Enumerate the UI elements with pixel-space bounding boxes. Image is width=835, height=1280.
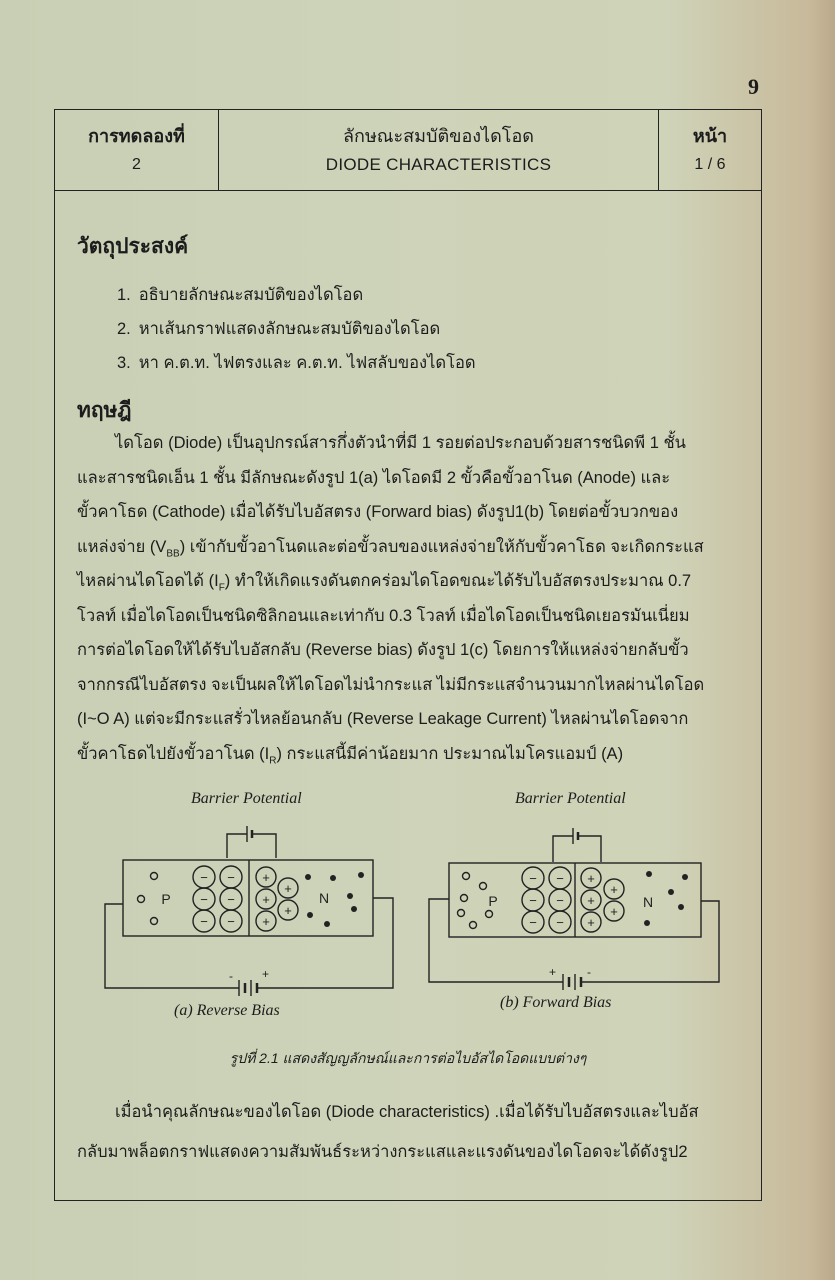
- item-text: หา ค.ต.ท. ไฟตรงและ ค.ต.ท. ไฟสลับของไดโอด: [138, 354, 476, 372]
- text-line: และสารชนิดเอ็น 1 ชั้น มีลักษณะดังรูป 1(a) ไดโอดมี 2 ขั้วคือขั้วอาโนด (Anode) และ: [77, 468, 671, 487]
- ion-minus: −: [529, 893, 537, 908]
- ion-plus: +: [262, 914, 270, 929]
- text-line: การต่อไดโอดให้ได้รับไบอัสกลับ (Reverse bias) ดังรูป 1(c) โดยการให้แหล่งจ่ายกลับขั้ว: [77, 641, 689, 659]
- item-number: 3.: [117, 354, 131, 372]
- experiment-cell: [55, 110, 219, 190]
- battery-right-sign: +: [262, 967, 270, 981]
- page-cell: [659, 110, 761, 190]
- text-span: ) ทำให้เกิดแรงดันตกคร่อมไดโอดขณะได้รับไบอัสตรงประมาณ 0.7: [224, 572, 692, 590]
- list-item: [117, 312, 476, 346]
- ion-minus: −: [200, 914, 208, 929]
- theory-paragraph: [77, 426, 747, 771]
- ion-plus: +: [587, 871, 595, 886]
- ion-plus: +: [284, 903, 292, 918]
- ion-minus: −: [556, 871, 564, 886]
- experiment-number: 2: [132, 156, 141, 173]
- diagram-reverse-bias: [99, 790, 419, 1030]
- text-line: กลับมาพล็อตกราฟแสดงความสัมพันธ์ระหว่างกระแสและแรงดันของไดโอดจะได้ดังรูป2: [77, 1143, 688, 1161]
- figure-caption: รูปที่ 2.1 แสดงสัญญลักษณ์และการต่อไบอัสไดโอดแบบต่างๆ: [229, 1050, 587, 1066]
- ion-minus: −: [529, 915, 537, 930]
- p-region-label: P: [488, 893, 498, 909]
- ion-plus: +: [262, 892, 270, 907]
- subscript: R: [269, 754, 277, 766]
- worksheet-frame: [54, 109, 762, 1201]
- text-line: ขั้วคาโธด (Cathode) เมื่อได้รับไบอัสตรง (Forward bias) ดังรูป1(b) โดยต่อขั้วบวกของ: [77, 503, 679, 521]
- objectives-list: [117, 278, 476, 380]
- text-line: โวลท์ เมื่อไดโอดเป็นชนิดซิลิกอนและเท่ากับ 0.3 โวลท์ เมื่อไดโอดเป็นชนิดเยอรมันเนี่ยม: [77, 606, 690, 625]
- ion-plus: +: [587, 893, 595, 908]
- text-span: ) กระแสนี้มีค่าน้อยมาก ประมาณไมโครแอมป์ (A): [276, 744, 624, 763]
- ion-minus: −: [227, 914, 235, 929]
- ion-plus: +: [262, 870, 270, 885]
- list-item: [117, 346, 476, 380]
- ion-minus: −: [529, 871, 537, 886]
- text-line: จากกรณีไบอัสตรง จะเป็นผลให้ไดโอดไม่นำกระแส ไม่มีกระแสจำนวนมากไหลผ่านไดโอด: [77, 675, 705, 694]
- p-region-label: P: [161, 891, 171, 907]
- text-line: [77, 530, 747, 565]
- item-number: 1.: [117, 286, 131, 304]
- ion-plus: +: [610, 904, 618, 919]
- barrier-potential-label: Barrier Potential: [191, 790, 302, 807]
- title-english: DIODE CHARACTERISTICS: [325, 155, 552, 174]
- ion-minus: −: [227, 892, 235, 907]
- title-thai: ลักษณะสมบัติของไดโอด: [343, 126, 534, 146]
- battery-left-sign: -: [229, 969, 233, 983]
- battery-left-sign: +: [549, 965, 557, 979]
- diagram-forward-bias: [421, 790, 741, 1030]
- diagram-caption: (a) Reverse Bias: [174, 1002, 280, 1019]
- title-cell: [219, 110, 659, 190]
- n-region-label: N: [318, 890, 330, 906]
- ion-minus: −: [556, 893, 564, 908]
- text-line: ไดโอด (Diode) เป็นอุปกรณ์สารกึ่งตัวนำที่มี 1 รอยต่อประกอบด้วยสารชนิดพี 1 ชั้น: [115, 434, 686, 452]
- list-item: [117, 278, 476, 312]
- item-text: หาเส้นกราฟแสดงลักษณะสมบัติของไดโอด: [138, 320, 441, 338]
- closing-paragraph: [77, 1092, 747, 1172]
- text-span: ) เข้ากับขั้วอาโนดและต่อขั้วลบของแหล่งจ่ายให้กับขั้วคาโธด จะเกิดกระแส: [179, 537, 704, 556]
- text-line: [77, 564, 747, 599]
- barrier-potential-label: Barrier Potential: [515, 790, 626, 807]
- header-table: [55, 110, 761, 191]
- text-line: เมื่อนำคุณลักษณะของไดโอด (Diode characteristics) .เมื่อได้รับไบอัสตรงและไบอัส: [115, 1103, 699, 1121]
- battery-right-sign: -: [587, 965, 591, 979]
- ion-plus: +: [284, 881, 292, 896]
- text-span: แหล่งจ่าย (V: [77, 537, 167, 556]
- ion-minus: −: [227, 870, 235, 885]
- page-label: หน้า: [692, 126, 728, 146]
- ion-minus: −: [556, 915, 564, 930]
- pn-junction-diagram: [99, 790, 419, 1030]
- ion-plus: +: [610, 882, 618, 897]
- text-line: [77, 737, 747, 772]
- page-value: 1 / 6: [694, 156, 726, 173]
- subscript: BB: [166, 547, 180, 559]
- item-number: 2.: [117, 320, 131, 338]
- ion-plus: +: [587, 915, 595, 930]
- text-span: ขั้วคาโธดไปยังขั้วอาโนด (I: [77, 744, 270, 763]
- subscript: F: [218, 582, 225, 594]
- ion-minus: −: [200, 870, 208, 885]
- text-line: (I~O A) แต่จะมีกระแสรั่วไหลย้อนกลับ (Reverse Leakage Current) ไหลผ่านไดโอดจาก: [77, 710, 689, 728]
- text-span: ไหลผ่านไดโอดได้ (I: [77, 572, 219, 590]
- item-text: อธิบายลักษณะสมบัติของไดโอด: [138, 286, 364, 304]
- experiment-label: การทดลองที่: [88, 126, 185, 146]
- n-region-label: N: [642, 894, 654, 910]
- page-number: 9: [748, 74, 759, 99]
- ion-minus: −: [200, 892, 208, 907]
- theory-heading: ทฤษฎี: [77, 399, 132, 422]
- objectives-heading: วัตถุประสงค์: [77, 235, 189, 258]
- diagram-caption: (b) Forward Bias: [500, 994, 612, 1011]
